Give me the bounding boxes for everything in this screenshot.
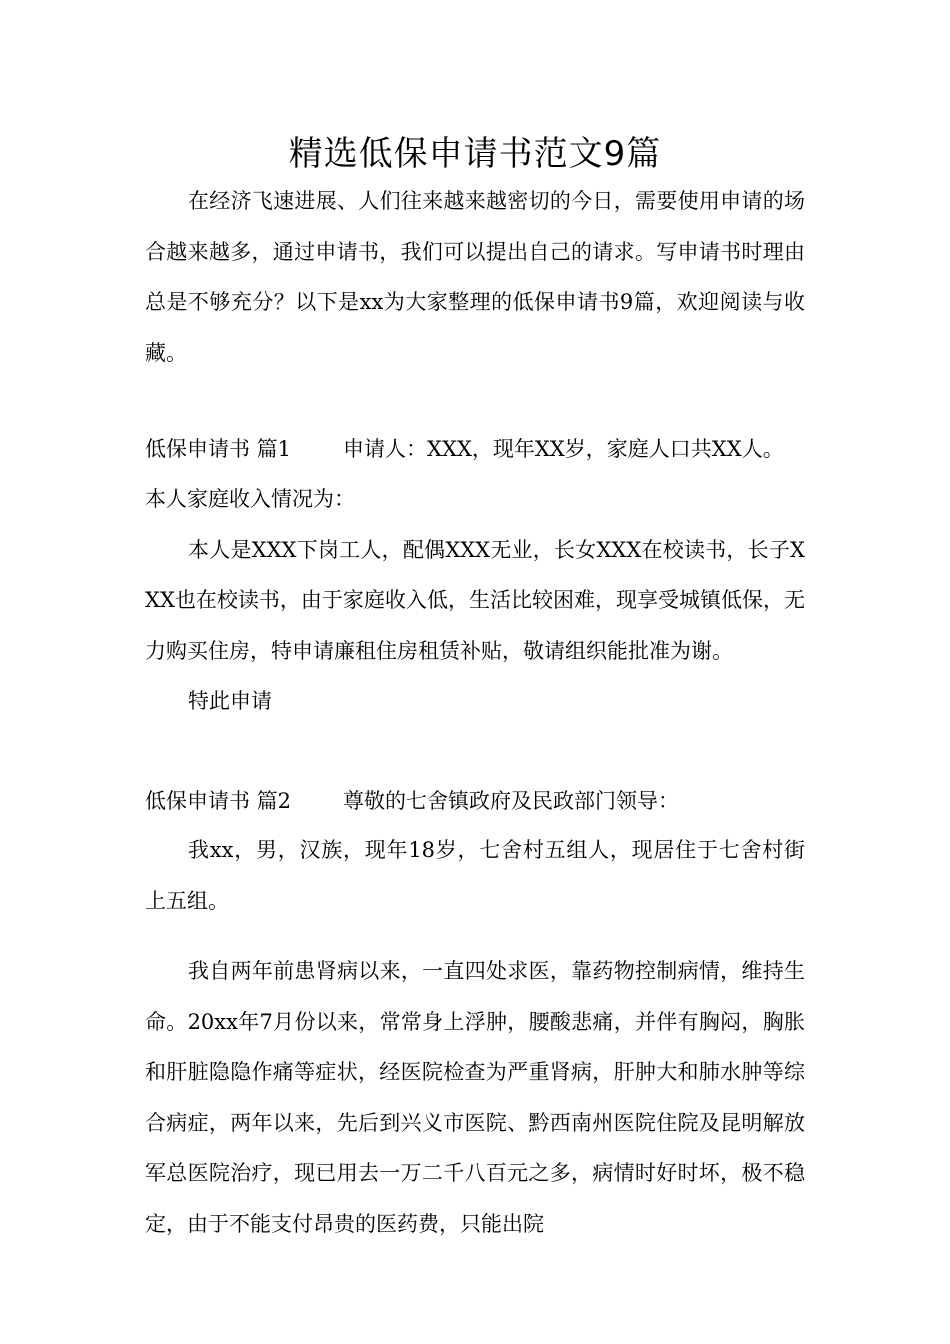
section-1-heading-line: [145, 424, 825, 475]
section-1-applicant-line: 申请人：XXX，现年XX岁，家庭人口共XX人。: [343, 437, 784, 461]
section-2-paragraph-1: 我xx，男，汉族，现年18岁，七舍村五组人，现居住于七舍村街上五组。: [145, 838, 805, 913]
section-2-heading-line: [145, 776, 825, 827]
section-2-salutation: 尊敬的七舍镇政府及民政部门领导：: [343, 789, 680, 813]
intro-paragraph: [145, 176, 805, 378]
section-2-body: [145, 825, 805, 1249]
section-2-paragraph-2: 我自两年前患肾病以来，一直四处求医，靠药物控制病情，维持生命。20xx年7月份以来，常常身上浮肿，腰酸悲痛，并伴有胸闷，胸胀和肝脏隐隐作痛等症状，经医院检查为严重肾病，肝肿大和肺水肿等综合病症，两年以来，先后到兴义市医院、黔西南州医院住院及昆明解放军总医院治疗，现已用去一万二千八百元之多，病情时好时坏，极不稳定，由于不能支付昂贵的医药费，只能出院: [145, 959, 805, 1236]
section-1-heading: 低保申请书 篇1: [145, 437, 292, 461]
section-2-heading: 低保申请书 篇2: [145, 789, 292, 813]
section-1-paragraph: 本人是XXX下岗工人，配偶XXX无业，长女XXX在校读书，长子XXX也在校读书，由于家庭收入低，生活比较困难，现享受城镇低保，无力购买住房，特申请廉租住房租赁补贴，敬请组织能批准为谢。: [145, 537, 805, 663]
document-title: 精选低保申请书范文9篇: [288, 134, 662, 174]
intro-text: 在经济飞速进展、人们往来越来越密切的今日，需要使用申请的场合越来越多，通过申请书，我们可以提出自己的请求。写申请书时理由总是不够充分？以下是xx为大家整理的低保申请书9篇，欢迎阅读与收藏。: [145, 189, 805, 365]
section-1-closing: 特此申请: [188, 689, 272, 713]
section-1-income-label: 本人家庭收入情况为：: [145, 487, 355, 511]
section-1-body: [145, 474, 805, 727]
